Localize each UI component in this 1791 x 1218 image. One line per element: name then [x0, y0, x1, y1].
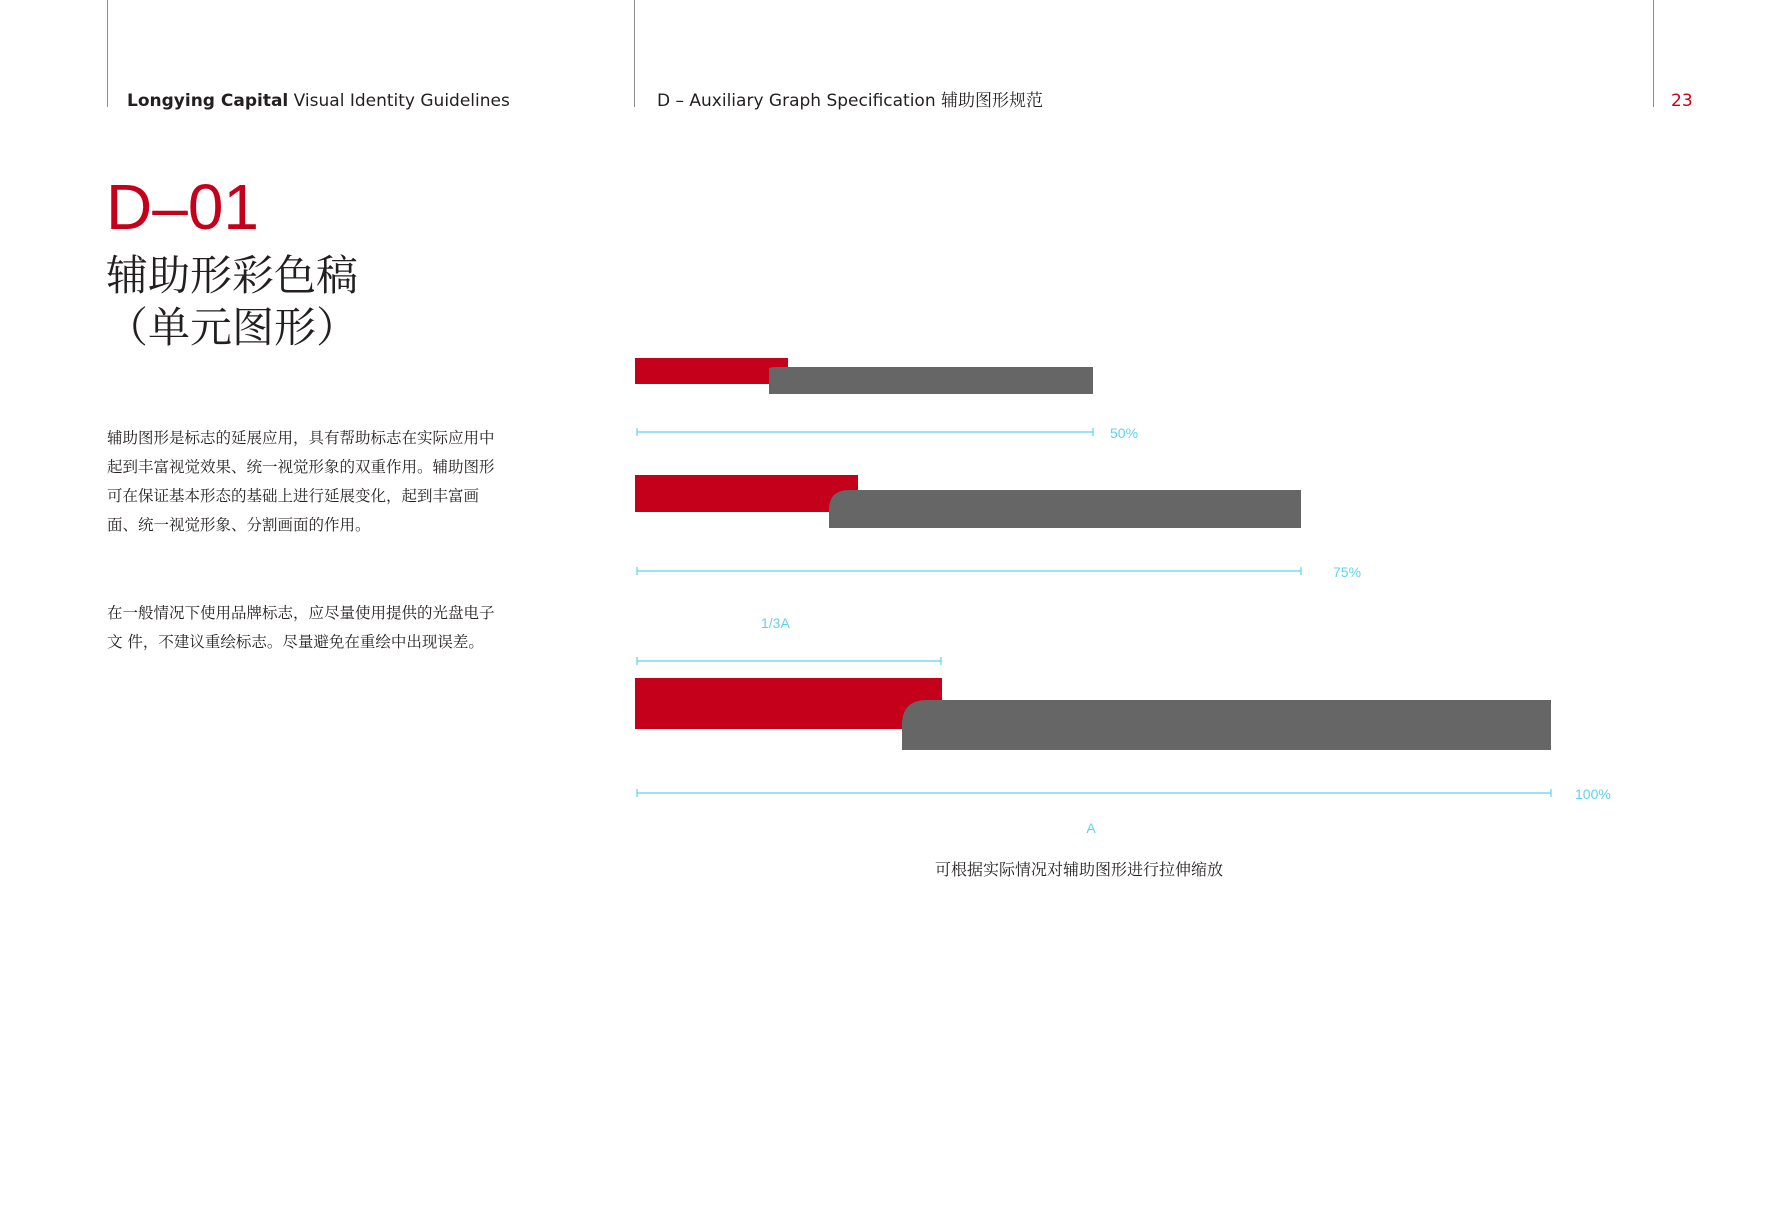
section-heading: D – Auxiliary Graph Specification 辅助图形规范 [657, 91, 1044, 111]
dimension-label-third: 1/3A [761, 615, 790, 631]
body-paragraph-2: 在一般情况下使用品牌标志，应尽量使用提供的光盘电子文 件，不建议重绘标志。尽量避免在重绘中出现误差。 [107, 604, 495, 651]
brand-name: Longying Capital [127, 91, 289, 111]
unit-red-bar-50 [635, 358, 788, 384]
document-subtitle: Visual Identity Guidelines [288, 91, 510, 111]
page-number: 23 [1671, 91, 1693, 111]
dimension-label-75: 75% [1333, 564, 1362, 580]
dimension-line-third [637, 657, 941, 665]
unit-gray-bar-100 [902, 700, 1551, 750]
dimension-line-75 [637, 567, 1301, 575]
figure-caption: 可根据实际情况对辅助图形进行拉伸缩放 [935, 860, 1224, 879]
body-paragraph-1: 辅助图形是标志的延展应用，具有帮助标志在实际应用中起到丰富视觉效果、统一视觉形象的双重作用。辅助图形可在保证基本形态的基础上进行延展变化，起到丰富画面、统一视觉形象、分割画面的作用。 [107, 429, 495, 534]
dimension-label-a: A [1086, 820, 1096, 836]
dimension-label-50: 50% [1110, 425, 1139, 441]
unit-red-bar-100 [635, 678, 942, 729]
dimension-line-100 [637, 789, 1551, 797]
unit-red-bar-75 [635, 475, 858, 512]
dimension-label-100: 100% [1575, 786, 1611, 802]
section-code: D–01 [106, 171, 259, 243]
unit-gray-bar-50 [769, 367, 1093, 394]
dimension-line-50 [637, 428, 1093, 436]
unit-gray-bar-75 [829, 490, 1301, 528]
section-title-line-2: （单元图形） [106, 303, 359, 352]
section-title-line-1: 辅助形彩色稿 [106, 251, 359, 300]
